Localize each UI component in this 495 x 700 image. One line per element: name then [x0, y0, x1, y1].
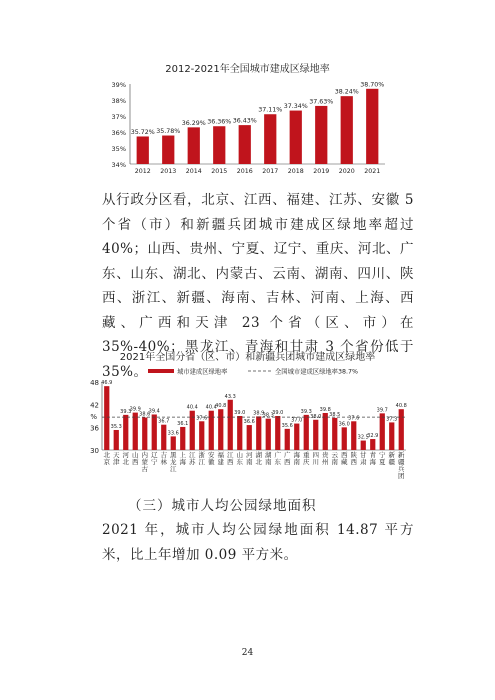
chart2-bar — [285, 429, 290, 450]
chart2-bar — [275, 416, 280, 450]
chart2-x-tick-label: 西藏 — [341, 451, 348, 466]
chart2-x-tick-label: 上海 — [179, 451, 186, 466]
chart2-bar — [123, 415, 128, 450]
chart2-y-tick-label: 48 — [90, 379, 99, 387]
chart2-x-tick-label: 海南 — [293, 451, 300, 466]
chart1-bar — [341, 96, 353, 164]
chart1-x-tick-label: 2015 — [211, 168, 228, 175]
chart2-bar — [218, 409, 223, 450]
chart2-x-tick-label: 广西 — [284, 451, 291, 466]
chart2-provincial-green-rate-2021 — [88, 362, 408, 487]
chart1-x-tick-label: 2017 — [262, 168, 279, 175]
chart2-bar — [190, 411, 195, 450]
page-number: 24 — [241, 648, 254, 658]
chart2-bar — [332, 418, 337, 450]
chart2-bar — [171, 436, 176, 450]
chart1-y-tick-label: 37% — [111, 113, 126, 121]
chart2-bar — [256, 416, 261, 450]
chart1-title: 2012-2021年全国城市建成区绿地率 — [165, 64, 330, 75]
chart1-data-label: 38.24% — [334, 88, 359, 96]
chart2-x-tick-label: 广东 — [274, 451, 281, 466]
chart2-bar — [380, 413, 385, 450]
chart1-x-tick-label: 2019 — [313, 168, 330, 175]
chart2-bar — [237, 416, 242, 450]
chart2-x-tick-label: 云南 — [331, 451, 338, 466]
chart2-data-label: 35.6 — [281, 422, 293, 429]
chart1-bar — [239, 125, 251, 164]
chart1-data-label: 38.70% — [360, 81, 385, 89]
chart1-data-label: 36.43% — [232, 117, 257, 125]
paragraph-park-area: 2021 年，城市人均公园绿地面积 14.87 平方米，比上年增加 0.09 平方米。 — [102, 522, 414, 563]
chart2-bar — [323, 413, 328, 450]
chart2-data-label: 39.4 — [148, 408, 160, 415]
chart1-y-tick-label: 39% — [111, 81, 126, 89]
chart2-data-label: 32.5 — [357, 434, 369, 441]
chart2-x-tick-label: 江西 — [227, 451, 234, 466]
chart2-x-tick-label: 安徽 — [208, 451, 215, 466]
section-heading: （三）城市人均公园绿地面积 — [128, 498, 317, 514]
chart2-x-tick-label: 陕西 — [350, 451, 357, 466]
chart2-data-label: 36.6 — [243, 419, 255, 426]
chart2-x-tick-label: 新疆兵团 — [398, 451, 405, 480]
chart2-bar — [313, 420, 318, 450]
chart2-x-tick-label: 辽宁 — [151, 451, 158, 466]
chart2-bar — [114, 430, 119, 450]
chart1-data-label: 36.36% — [207, 118, 232, 126]
chart2-x-tick-label: 湖北 — [255, 451, 262, 466]
chart2-x-tick-label: 福建 — [217, 451, 224, 466]
chart2-data-label: 38.9 — [253, 410, 265, 417]
chart1-data-label: 35.78% — [156, 128, 181, 136]
chart2-data-label: 40.8 — [215, 403, 227, 410]
chart2-x-tick-label: 山西 — [132, 451, 139, 466]
chart2-y-tick-label: 30 — [90, 447, 99, 455]
chart2-bar — [133, 413, 138, 450]
chart1-x-tick-label: 2012 — [134, 168, 151, 175]
chart2-data-label: 38.0 — [310, 413, 322, 420]
chart2-legend-line-label: 全国城市建成区绿地率38.7% — [275, 368, 358, 376]
chart1-data-label: 37.34% — [283, 103, 308, 111]
chart1-bar — [264, 114, 276, 164]
chart2-bar — [294, 424, 299, 450]
chart1-x-tick-label: 2014 — [185, 168, 202, 175]
chart2-x-tick-label: 黑龙江 — [170, 451, 177, 473]
chart2-data-label: 38.5 — [329, 411, 341, 418]
chart1-bar — [290, 111, 302, 164]
chart2-data-label: 39.0 — [272, 410, 284, 416]
chart2-data-label: 39.3 — [120, 408, 132, 415]
chart2-title: 2021年全国分省（区、市）和新疆兵团城市建成区绿地率 — [119, 352, 376, 363]
chart1-x-tick-label: 2020 — [338, 168, 355, 175]
chart1-x-tick-label: 2018 — [287, 168, 304, 175]
chart2-y-tick-label: 42 — [90, 401, 99, 410]
chart2-legend-bar-swatch — [148, 369, 174, 373]
chart2-data-label: 39.0 — [234, 410, 246, 416]
chart2-bar — [142, 418, 147, 450]
chart1-y-tick-label: 35% — [111, 145, 126, 153]
chart1-bar — [162, 136, 174, 164]
chart1-y-tick-label: 34% — [111, 161, 126, 169]
chart2-data-label: 39.8 — [319, 406, 331, 413]
chart2-x-tick-label: 四川 — [312, 451, 319, 466]
chart1-green-rate-2012-2021 — [100, 74, 400, 178]
chart2-data-label: 33.6 — [167, 430, 179, 437]
chart2-data-label: 40.4 — [205, 404, 217, 411]
chart2-x-tick-label: 重庆 — [303, 451, 310, 466]
chart1-bar — [213, 126, 225, 164]
chart2-bar — [342, 427, 347, 450]
chart2-x-tick-label: 新疆 — [388, 451, 395, 466]
chart2-data-label: 38.6 — [139, 411, 151, 418]
chart1-y-tick-label: 36% — [111, 129, 126, 137]
chart2-y-tick-label: 36 — [90, 424, 99, 433]
chart2-x-tick-label: 河南 — [246, 451, 253, 466]
chart2-data-label: 39.3 — [300, 408, 312, 415]
chart1-data-label: 37.11% — [258, 106, 283, 114]
chart2-bar — [266, 419, 271, 450]
chart2-x-tick-label: 浙江 — [198, 451, 205, 466]
chart2-legend-bar-label: 城市建成区绿地率 — [177, 368, 228, 376]
chart2-x-tick-label: 青海 — [369, 451, 376, 466]
chart2-data-label: 36.0 — [338, 421, 350, 428]
chart2-data-label: 37.6 — [348, 415, 360, 422]
chart2-x-tick-label: 吉林 — [160, 451, 167, 466]
chart2-data-label: 39.9 — [129, 406, 141, 413]
chart2-x-tick-label: 内蒙古 — [141, 451, 148, 473]
chart1-bar — [137, 136, 149, 164]
chart2-data-label: 39.7 — [376, 407, 388, 414]
chart2-data-label: 38.3 — [262, 412, 274, 419]
chart2-bar — [389, 422, 394, 450]
chart2-data-label: 37.3 — [386, 416, 398, 423]
chart2-data-label: 36.1 — [177, 420, 189, 427]
chart2-bar — [370, 439, 375, 450]
chart1-x-tick-label: 2021 — [364, 168, 381, 175]
chart1-bar — [366, 89, 378, 164]
chart2-x-tick-label: 甘肃 — [360, 451, 367, 466]
paragraph-regional-analysis: 从行政分区看，北京、江西、福建、江苏、安徽 5 个省（市）和新疆兵团城市建成区绿地率超过 40%；山西、贵州、宁夏、辽宁、重庆、河北、广东、山东、湖北、内蒙古、云南、湖南、四川、陕西、浙江、新疆、海南、吉林、河南、上海、西藏、广西和天津 23 个省（区、市）在 35%-40%；黑龙江、青海和甘肃 3 个省份低于 35%。 — [102, 192, 414, 380]
chart2-bar — [161, 425, 166, 450]
chart2-x-tick-label: 河北 — [122, 451, 129, 466]
chart2-data-label: 35.3 — [110, 423, 122, 430]
chart2-x-tick-label: 天津 — [113, 451, 120, 466]
chart2-bar — [228, 400, 233, 450]
chart2-x-tick-label: 贵州 — [322, 451, 329, 466]
chart2-x-tick-label: 江苏 — [189, 451, 196, 466]
chart2-data-label: 40.4 — [186, 404, 198, 411]
chart1-bar — [188, 127, 200, 164]
chart1-x-tick-label: 2016 — [236, 168, 253, 175]
chart2-bar — [180, 427, 185, 450]
chart2-bar — [209, 411, 214, 450]
chart2-data-label: 37.6 — [196, 415, 208, 422]
chart1-data-label: 37.63% — [309, 98, 334, 106]
chart2-data-label: 37.0 — [291, 417, 303, 424]
chart2-data-label: 32.9 — [367, 433, 379, 440]
chart2-data-label: 43.3 — [224, 393, 236, 400]
chart1-data-label: 35.72% — [130, 128, 155, 136]
chart2-x-tick-label: 北京 — [103, 451, 110, 466]
chart2-bar — [304, 415, 309, 450]
chart1-data-label: 36.29% — [181, 119, 206, 127]
chart1-bar — [315, 106, 327, 164]
chart2-bar — [351, 421, 356, 450]
chart2-x-tick-label: 宁夏 — [379, 451, 386, 466]
chart2-data-label: 36.7 — [158, 418, 170, 425]
chart2-y-axis-label: % — [90, 413, 97, 421]
chart2-bar — [152, 414, 157, 450]
chart2-bar — [399, 409, 404, 450]
chart2-x-tick-label: 湖南 — [265, 451, 272, 466]
chart2-x-tick-label: 山东 — [236, 451, 243, 466]
chart1-y-tick-label: 38% — [111, 97, 126, 105]
chart1-x-tick-label: 2013 — [160, 168, 177, 175]
chart2-bar — [247, 425, 252, 450]
chart2-bar — [104, 386, 109, 450]
chart2-bar — [199, 421, 204, 450]
chart2-data-label: 40.8 — [395, 403, 407, 410]
chart2-bar — [361, 441, 366, 450]
chart2-data-label: 46.9 — [101, 380, 113, 387]
